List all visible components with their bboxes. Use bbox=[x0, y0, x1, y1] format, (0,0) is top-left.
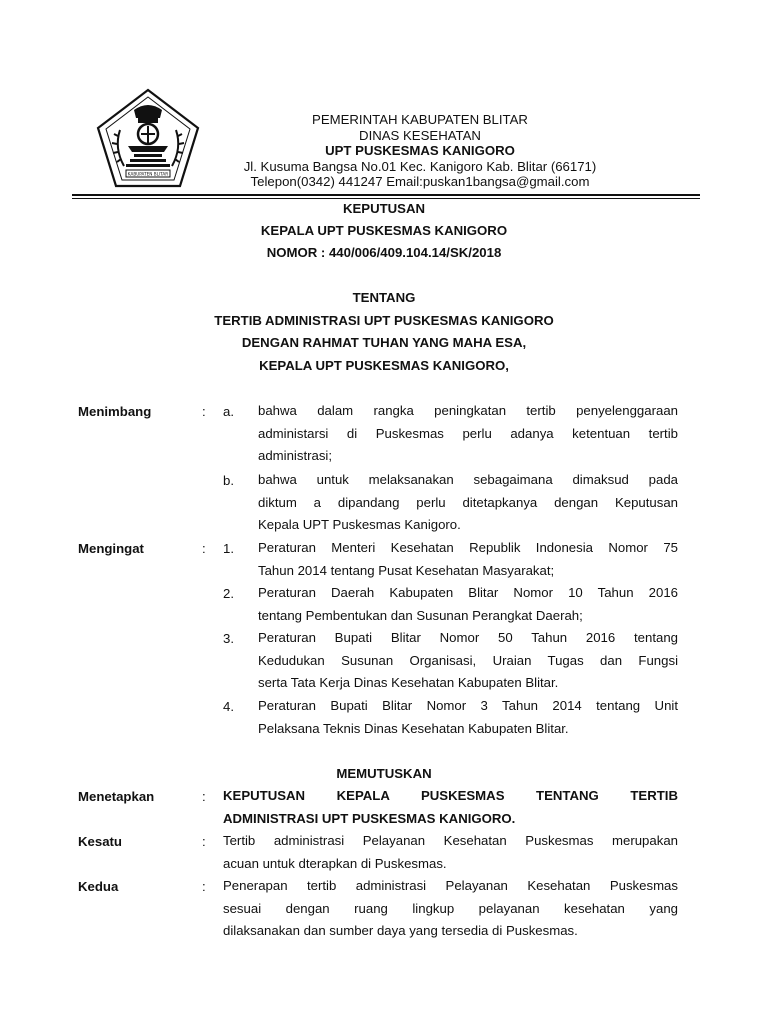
emblem-icon bbox=[94, 88, 202, 188]
mengingat-item-4 bbox=[258, 695, 678, 740]
text-line: Tertib administrasi Pelayanan Kesehatan Puskesmas merupakan bbox=[223, 833, 678, 848]
address: Jl. Kusuma Bangsa No.01 Kec. Kanigoro Kab. Blitar (66171) bbox=[243, 158, 597, 174]
text-line: bahwa dalam rangka peningkatan tertib penyelenggaraan bbox=[258, 403, 678, 418]
text-line: dilaksanakan dan sumber daya yang tersedia di Puskesmas. bbox=[223, 923, 578, 938]
text-line: Peraturan Daerah Kabupaten Blitar Nomor 10 Tahun 2016 bbox=[258, 585, 678, 600]
mengingat-marker-1: 1. bbox=[223, 541, 234, 556]
text-line: diktum a dipandang perlu ditetapkanya dengan Keputusan bbox=[258, 494, 678, 510]
mengingat-colon: : bbox=[202, 541, 206, 556]
menimbang-colon: : bbox=[202, 404, 206, 419]
government-name: PEMERINTAH KABUPATEN BLITAR bbox=[312, 112, 528, 127]
department-name: DINAS KESEHATAN bbox=[359, 127, 481, 143]
letterhead bbox=[210, 112, 630, 190]
decree-subject: TERTIB ADMINISTRASI UPT PUSKESMAS KANIGORO bbox=[214, 313, 554, 328]
kabupaten-blitar-emblem bbox=[94, 88, 202, 188]
text-line: Penerapan tertib administrasi Pelayanan Kesehatan Puskesmas bbox=[223, 878, 678, 893]
issuer-repeat: KEPALA UPT PUSKESMAS KANIGORO, bbox=[259, 358, 509, 373]
text-line: serta Tata Kerja Dinas Kesehatan Kabupaten Blitar. bbox=[258, 675, 559, 690]
text-line: Kedudukan Susunan Organisasi, Uraian Tugas dan Fungsi bbox=[258, 652, 678, 668]
mengingat-item-3 bbox=[258, 627, 678, 695]
text-line: acuan untuk dterapkan di Puskesmas. bbox=[223, 855, 447, 871]
text-line: ADMINISTRASI UPT PUSKESMAS KANIGORO. bbox=[223, 810, 516, 826]
menetapkan-text bbox=[223, 785, 678, 830]
text-line: tentang Pembentukan dan Susunan Perangkat Daerah; bbox=[258, 607, 583, 623]
menimbang-marker-a: a. bbox=[223, 404, 234, 419]
institution-name: UPT PUSKESMAS KANIGORO bbox=[325, 143, 515, 159]
menetapkan-colon: : bbox=[202, 789, 206, 804]
text-line: Tahun 2014 tentang Pusat Kesehatan Masyarakat; bbox=[258, 562, 555, 578]
issuer: KEPALA UPT PUSKESMAS KANIGORO bbox=[260, 223, 508, 238]
kesatu-label: Kesatu bbox=[78, 834, 122, 849]
mengingat-item-2 bbox=[258, 582, 678, 627]
text-line: Pelaksana Teknis Dinas Kesehatan Kabupaten Blitar. bbox=[258, 720, 569, 736]
text-line: KEPUTUSAN KEPALA PUSKESMAS TENTANG TERTIB bbox=[223, 788, 678, 803]
kesatu-text bbox=[223, 830, 678, 875]
menimbang-label: Menimbang bbox=[78, 404, 152, 419]
menimbang-item-b bbox=[258, 469, 678, 537]
text-line: Kepala UPT Puskesmas Kanigoro. bbox=[258, 517, 461, 532]
memutuskan-heading: MEMUTUSKAN bbox=[336, 766, 432, 781]
decree-number: NOMOR : 440/006/409.104.14/SK/2018 bbox=[266, 245, 502, 260]
text-line: administrasi; bbox=[258, 448, 333, 463]
mengingat-item-1 bbox=[258, 537, 678, 582]
text-line: Peraturan Menteri Kesehatan Republik Indonesia Nomor 75 bbox=[258, 540, 678, 555]
menimbang-marker-b: b. bbox=[223, 473, 234, 488]
menimbang-item-a bbox=[258, 400, 678, 468]
doc-type: KEPUTUSAN bbox=[342, 201, 426, 216]
kedua-text bbox=[223, 875, 678, 943]
menetapkan-label: Menetapkan bbox=[78, 789, 155, 804]
kesatu-colon: : bbox=[202, 834, 206, 849]
grace-statement: DENGAN RAHMAT TUHAN YANG MAHA ESA, bbox=[241, 335, 527, 350]
about-label: TENTANG bbox=[352, 290, 416, 305]
text-line: Peraturan Bupati Blitar Nomor 50 Tahun 2016 tentang bbox=[258, 630, 678, 645]
kedua-label: Kedua bbox=[78, 879, 119, 894]
text-line: Peraturan Bupati Blitar Nomor 3 Tahun 2014 tentang Unit bbox=[258, 698, 678, 713]
text-line: bahwa untuk melaksanakan sebagaimana dimaksud pada bbox=[258, 472, 678, 487]
mengingat-marker-3: 3. bbox=[223, 631, 234, 646]
mengingat-marker-2: 2. bbox=[223, 586, 234, 601]
svg-text:KABUPATEN BLITAR: KABUPATEN BLITAR bbox=[127, 171, 169, 177]
letterhead-rule-thick bbox=[72, 194, 700, 196]
mengingat-marker-4: 4. bbox=[223, 699, 234, 714]
text-line: administarsi di Puskesmas perlu adanya ketentuan tertib bbox=[258, 425, 678, 441]
mengingat-label: Mengingat bbox=[78, 541, 144, 556]
text-line: sesuai dengan ruang lingkup pelayanan kesehatan yang bbox=[223, 900, 678, 916]
kedua-colon: : bbox=[202, 879, 206, 894]
contact-info: Telepon(0342) 441247 Email:puskan1bangsa@gmail.com bbox=[250, 174, 590, 190]
letterhead-rule-thin bbox=[72, 198, 700, 199]
